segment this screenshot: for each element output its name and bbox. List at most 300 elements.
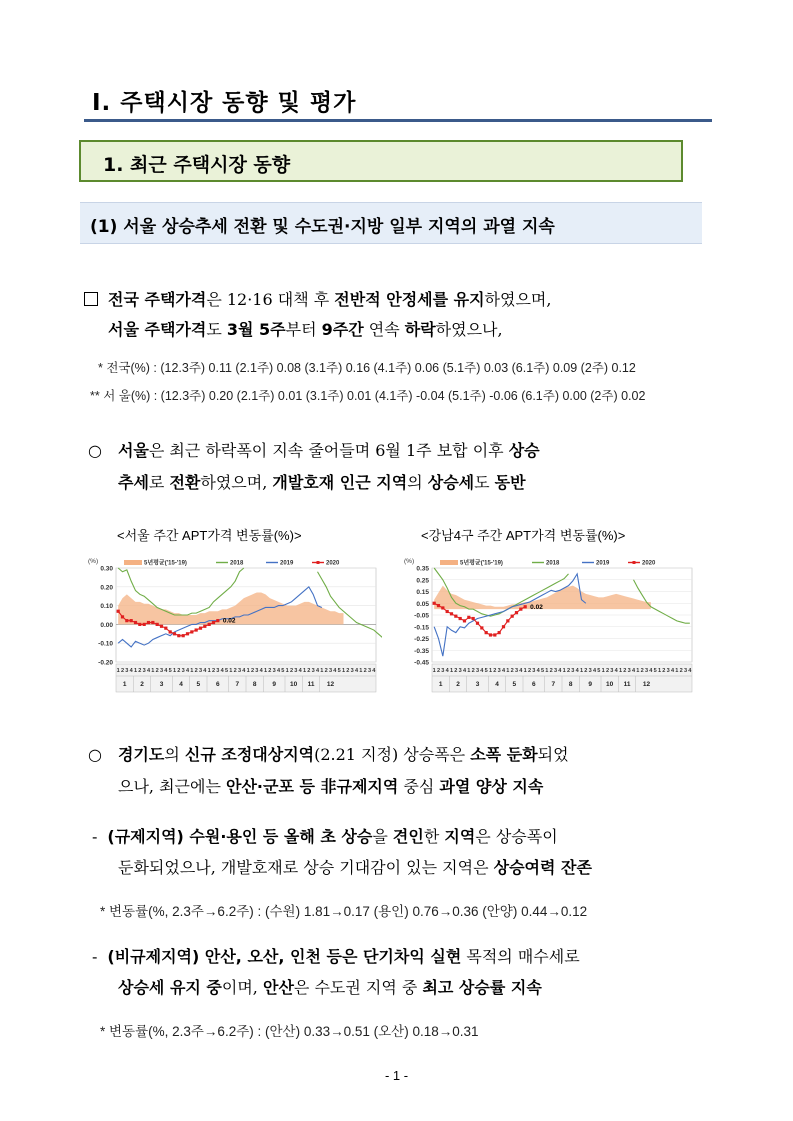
chart-1-title: <서울 주간 APT가격 변동률(%)>: [117, 528, 302, 543]
text-run: 경기도: [117, 745, 165, 764]
series-2020-point: [489, 633, 492, 636]
week-tick-label: 3: [367, 668, 372, 674]
week-tick-label: 3: [311, 668, 315, 674]
week-tick-label: 4: [445, 668, 449, 674]
week-tick-label: 4: [333, 668, 337, 674]
week-tick-label: 3: [588, 668, 592, 674]
text-run: 상승: [508, 441, 540, 460]
month-tick-label: 2: [456, 681, 460, 688]
month-tick-label: 3: [159, 681, 164, 688]
text-run: 상승여력 잔존: [493, 858, 592, 877]
series-2020-point: [472, 617, 475, 620]
series-2020-point: [190, 630, 193, 633]
week-tick-label: 4: [164, 668, 168, 674]
week-tick-label: 1: [432, 668, 436, 674]
week-tick-label: 2: [436, 668, 441, 674]
paragraph-1-line-1: [84, 287, 551, 310]
text-run: 은 수도권 지역 중: [293, 978, 423, 997]
month-tick-label: 11: [623, 681, 631, 688]
week-tick-label: 3: [475, 668, 480, 674]
text-run: 전국 주택가격: [108, 290, 207, 309]
month-tick-label: 5: [512, 681, 517, 688]
week-tick-label: 3: [255, 668, 259, 674]
month-tick-label: 4: [495, 681, 499, 688]
week-tick-label: 5: [653, 668, 657, 674]
text-run: 동반: [494, 473, 526, 492]
week-tick-label: 4: [259, 668, 263, 674]
y-tick-label: -0.05: [414, 612, 429, 620]
legend-label: 5년평균('15-'19): [460, 560, 503, 567]
week-tick-label: 4: [276, 668, 281, 674]
series-2020-point: [125, 619, 128, 622]
week-tick-label: 3: [237, 668, 242, 674]
week-tick-label: 4: [462, 668, 467, 674]
week-tick-label: 4: [480, 668, 484, 674]
week-tick-label: 3: [159, 668, 164, 674]
week-tick-label: 2: [233, 668, 237, 674]
week-tick-label: 1: [190, 668, 194, 674]
series-2020-point: [138, 623, 141, 626]
week-tick-label: 3: [458, 668, 462, 674]
week-tick-label: 4: [220, 668, 224, 674]
text-run: 도: [206, 320, 227, 339]
series-2020-point: [485, 631, 488, 634]
text-run: 서울 주택가격: [108, 320, 207, 339]
legend-marker: [633, 561, 636, 564]
series-2020-point: [186, 632, 189, 635]
series-2020-point: [446, 610, 449, 613]
week-tick-label: 1: [207, 668, 211, 674]
series-2020-point: [164, 627, 167, 630]
legend-label: 2018: [230, 560, 244, 567]
legend-label: 2019: [596, 560, 610, 567]
month-tick-label: 12: [326, 681, 335, 688]
week-tick-label: 2: [679, 668, 683, 674]
week-tick-label: 4: [185, 668, 190, 674]
text-run: 안산·군포 등 非규제지역: [226, 777, 399, 796]
text-run: 지역: [444, 827, 476, 846]
text-run: 상승세: [427, 473, 475, 492]
text-run: 3월 5주: [226, 320, 286, 339]
month-tick-label: 2: [140, 681, 144, 688]
week-tick-label: 4: [242, 668, 246, 674]
y-tick-label: 0.10: [100, 603, 113, 611]
week-tick-label: 2: [527, 668, 532, 674]
month-tick-label: 6: [216, 681, 220, 688]
series-2020-point: [208, 623, 211, 626]
month-tick-label: 4: [179, 681, 183, 688]
week-tick-label: 4: [146, 668, 151, 674]
text-run: 전반적 안정세를 유지: [334, 290, 485, 309]
week-tick-label: 4: [354, 668, 359, 674]
month-tick-label: 11: [307, 681, 315, 688]
series-2020-point: [156, 623, 159, 626]
week-tick-label: 4: [614, 668, 618, 674]
section-heading: 1. 최근 주택시장 동향: [79, 140, 683, 182]
text-run: 견인: [392, 827, 424, 846]
paragraph-3-text: [118, 745, 569, 764]
week-tick-label: 2: [605, 668, 610, 674]
paragraph-3-line-2: [118, 774, 543, 797]
dash-bullet: -: [92, 827, 98, 846]
series-2020-point: [459, 617, 462, 620]
week-tick-label: 2: [250, 668, 255, 674]
week-tick-label: 5: [597, 668, 601, 674]
week-tick-label: 4: [649, 668, 653, 674]
y-tick-label: 0.25: [416, 577, 429, 585]
text-run: 은 상승폭이: [475, 827, 558, 846]
legend-marker: [317, 561, 320, 564]
legend-label: 2020: [642, 560, 656, 567]
week-tick-label: 1: [657, 668, 662, 674]
text-run: 한: [423, 827, 445, 846]
week-tick-label: 1: [320, 668, 324, 674]
legend-label: 2019: [280, 560, 294, 567]
footnote-non-regulated: * 변동률(%, 2.3주→6.2주) : (안산) 0.33→0.51 (오산) 0.18→0.31: [100, 1024, 479, 1039]
circle-bullet-icon: ○: [88, 745, 102, 764]
week-tick-label: 1: [523, 668, 527, 674]
week-tick-label: 3: [571, 668, 575, 674]
week-tick-label: 4: [575, 668, 579, 674]
week-tick-label: 1: [579, 668, 584, 674]
week-tick-label: 4: [298, 668, 302, 674]
legend-swatch: [440, 560, 458, 565]
y-tick-label: 0.00: [100, 621, 113, 629]
y-tick-label: 0.05: [416, 600, 429, 608]
text-run: 9주간: [321, 320, 364, 339]
series-2020-point: [134, 621, 137, 624]
week-tick-label: 2: [454, 668, 458, 674]
week-tick-label: 3: [532, 668, 536, 674]
week-tick-label: 2: [662, 668, 666, 674]
week-tick-label: 4: [592, 668, 597, 674]
week-tick-label: 3: [198, 668, 203, 674]
month-tick-label: 6: [532, 681, 536, 688]
week-tick-label: 5: [168, 668, 172, 674]
paragraph-3-line-1: [88, 742, 569, 765]
y-tick-label: 0.20: [100, 584, 113, 592]
month-tick-label: 8: [252, 681, 257, 688]
text-run: 하였으며,: [200, 473, 273, 492]
paragraph-2-text: [118, 441, 540, 460]
y-tick-label: 0.35: [416, 565, 429, 573]
series-2020-point: [480, 626, 483, 629]
chart-gangnam: [402, 552, 698, 700]
week-tick-label: 3: [553, 668, 558, 674]
week-tick-label: 5: [224, 668, 229, 674]
legend-label: 2020: [326, 560, 340, 567]
week-tick-label: 1: [263, 668, 268, 674]
series-2020-point: [182, 634, 185, 637]
y-tick-label: -0.10: [98, 640, 113, 648]
week-tick-label: 3: [683, 668, 688, 674]
month-tick-label: 1: [438, 681, 443, 688]
paragraph-4-text: [107, 827, 557, 846]
series-2020-point: [160, 625, 163, 628]
series-2020-point: [195, 628, 198, 631]
week-tick-label: 1: [601, 668, 605, 674]
week-tick-label: 1: [133, 668, 138, 674]
week-tick-label: 1: [341, 668, 346, 674]
series-2020-point: [463, 619, 466, 622]
week-tick-label: 3: [644, 668, 649, 674]
week-tick-label: 2: [566, 668, 571, 674]
week-tick-label: 2: [177, 668, 181, 674]
text-run: 중심: [398, 777, 440, 796]
week-tick-label: 1: [467, 668, 471, 674]
week-tick-label: 4: [631, 668, 636, 674]
text-run: 서울: [117, 441, 149, 460]
text-run: 로: [148, 473, 170, 492]
text-run: 하였으며,: [484, 290, 552, 309]
month-tick-label: 5: [196, 681, 201, 688]
week-tick-label: 3: [441, 668, 445, 674]
week-tick-label: 4: [129, 668, 133, 674]
month-tick-label: 9: [588, 681, 592, 688]
text-run: (규제지역) 수원·용인 등 올해 초 상승: [107, 827, 373, 846]
week-tick-label: 3: [514, 668, 519, 674]
text-run: 부터: [285, 320, 322, 339]
week-tick-label: 2: [289, 668, 294, 674]
week-tick-label: 1: [636, 668, 640, 674]
series-2020-point: [437, 604, 440, 607]
dash-bullet: -: [92, 947, 98, 966]
y-axis-unit: (%): [88, 558, 99, 565]
paragraph-4-line-1: [92, 824, 558, 847]
series-2020-point: [177, 634, 180, 637]
week-tick-label: 5: [281, 668, 285, 674]
series-2020-point: [199, 627, 202, 630]
series-2020-point: [476, 622, 479, 625]
series-2020-point: [506, 619, 509, 622]
chart-2-title: <강남4구 주간 APT가격 변동률(%)>: [421, 528, 626, 543]
series-2020-point: [454, 615, 457, 618]
week-tick-label: 1: [285, 668, 289, 674]
week-tick-label: 2: [623, 668, 627, 674]
footnote-national: * 전국(%) : (12.3주) 0.11 (2.1주) 0.08 (3.1주) 0.16 (4.1주) 0.06 (5.1주) 0.03 (6.1주) 0.09 (2주) 0.12: [98, 361, 636, 375]
week-tick-label: 3: [627, 668, 631, 674]
text-run: 의: [164, 745, 185, 764]
month-tick-label: 7: [235, 681, 240, 688]
series-2020-point: [212, 621, 215, 624]
legend-swatch: [124, 560, 142, 565]
text-run: 최고 상승률 지속: [422, 978, 542, 997]
series-2020-point: [519, 608, 522, 611]
week-tick-label: 1: [172, 668, 177, 674]
week-tick-label: 4: [688, 668, 692, 674]
series-2020-point: [216, 619, 219, 622]
week-tick-label: 2: [584, 668, 588, 674]
text-run: 은 12·16 대책 후: [206, 290, 335, 309]
series-2020-point: [121, 615, 124, 618]
text-run: 으나, 최근에는: [118, 777, 226, 796]
week-tick-label: 2: [120, 668, 125, 674]
series-2020-point: [524, 605, 527, 608]
week-tick-label: 2: [211, 668, 216, 674]
paragraph-1-text: [108, 290, 551, 309]
checkbox-square-icon: [84, 292, 98, 306]
series-2020-point: [117, 610, 120, 613]
text-run: 하였으나,: [435, 320, 503, 339]
week-tick-label: 1: [116, 668, 120, 674]
text-run: 하락: [404, 320, 436, 339]
week-tick-label: 3: [272, 668, 276, 674]
text-run: 연속: [363, 320, 405, 339]
month-tick-label: 10: [290, 681, 298, 688]
month-tick-label: 10: [606, 681, 614, 688]
series-2020-point: [151, 621, 154, 624]
week-tick-label: 3: [216, 668, 220, 674]
week-tick-label: 2: [363, 668, 367, 674]
week-tick-label: 4: [558, 668, 562, 674]
week-tick-label: 2: [493, 668, 497, 674]
week-tick-label: 1: [359, 668, 363, 674]
series-2020-point: [493, 633, 496, 636]
week-tick-label: 1: [506, 668, 510, 674]
week-tick-label: 1: [675, 668, 679, 674]
week-tick-label: 1: [229, 668, 233, 674]
data-label: 0.02: [222, 617, 236, 625]
week-tick-label: 1: [246, 668, 250, 674]
text-run: 신규 조정대상지역: [184, 745, 315, 764]
week-tick-label: 2: [268, 668, 272, 674]
week-tick-label: 1: [151, 668, 155, 674]
series-2020-point: [147, 621, 150, 624]
series-2020-point: [515, 611, 518, 614]
subsection-heading: (1) 서울 상승추세 전환 및 수도권·지방 일부 지역의 과열 지속: [80, 202, 702, 244]
week-tick-label: 3: [610, 668, 614, 674]
text-run: 둔화되었으나, 개발호재로 상승 기대감이 있는 지역은: [118, 858, 494, 877]
legend-label: 5년평균('15-'19): [144, 560, 187, 567]
week-tick-label: 1: [302, 668, 307, 674]
month-tick-label: 1: [122, 681, 127, 688]
week-tick-label: 5: [540, 668, 545, 674]
y-tick-label: -0.45: [414, 659, 429, 667]
month-tick-label: 9: [272, 681, 276, 688]
week-tick-label: 3: [142, 668, 146, 674]
week-tick-label: 3: [294, 668, 298, 674]
series-2020-point: [502, 625, 505, 628]
text-run: 도: [474, 473, 495, 492]
text-run: 목적의 매수세로: [461, 947, 580, 966]
week-tick-label: 4: [536, 668, 540, 674]
week-tick-label: 4: [203, 668, 207, 674]
week-tick-label: 3: [181, 668, 185, 674]
series-2020-point: [173, 632, 176, 635]
series-2020-point: [467, 616, 470, 619]
week-tick-label: 2: [324, 668, 328, 674]
week-tick-label: 5: [484, 668, 488, 674]
text-run: (비규제지역) 안산, 오산, 인천 등은 단기차익 실현: [107, 947, 462, 966]
week-tick-label: 2: [346, 668, 350, 674]
week-tick-label: 1: [449, 668, 454, 674]
week-tick-label: 3: [328, 668, 333, 674]
text-run: 추세: [118, 473, 149, 492]
text-run: 안산: [262, 978, 294, 997]
series-2020-point: [130, 619, 133, 622]
paragraph-1-line-2: [108, 317, 503, 340]
y-tick-label: -0.15: [414, 624, 429, 632]
chart-seoul: [86, 552, 382, 700]
y-tick-label: -0.35: [414, 647, 429, 655]
series-2020-point: [450, 612, 453, 615]
week-tick-label: 2: [194, 668, 198, 674]
paragraph-5-line-2: [118, 975, 542, 998]
series-2020-point: [511, 615, 514, 618]
week-tick-label: 4: [670, 668, 675, 674]
paragraph-2-line-2: [118, 470, 526, 493]
series-2020-point: [203, 625, 206, 628]
paragraph-4-line-2: [118, 855, 592, 878]
month-tick-label: 3: [475, 681, 480, 688]
week-tick-label: 4: [501, 668, 506, 674]
week-tick-label: 1: [545, 668, 549, 674]
month-tick-label: 7: [551, 681, 556, 688]
week-tick-label: 1: [488, 668, 493, 674]
week-tick-label: 3: [666, 668, 670, 674]
month-tick-label: 12: [642, 681, 651, 688]
paragraph-5-text: [107, 947, 579, 966]
text-run: 을: [372, 827, 393, 846]
y-tick-label: -0.20: [98, 659, 113, 667]
text-run: 의: [407, 473, 428, 492]
week-tick-label: 4: [519, 668, 523, 674]
week-tick-label: 4: [372, 668, 376, 674]
week-tick-label: 3: [125, 668, 129, 674]
week-tick-label: 2: [549, 668, 553, 674]
y-tick-label: -0.25: [414, 636, 429, 643]
legend-label: 2018: [546, 560, 560, 567]
month-tick-label: 8: [568, 681, 573, 688]
circle-bullet-icon: ○: [88, 441, 102, 460]
title-underline: [84, 119, 712, 122]
week-tick-label: 3: [497, 668, 501, 674]
text-run: (2.21 지정) 상승폭은: [314, 745, 471, 764]
text-run: 이며,: [221, 978, 263, 997]
week-tick-label: 2: [510, 668, 514, 674]
series-2020-point: [433, 602, 436, 605]
week-tick-label: 2: [640, 668, 644, 674]
series-2020-point: [169, 630, 172, 633]
paragraph-5-line-1: [92, 944, 580, 967]
y-tick-label: 0.30: [100, 565, 113, 573]
text-run: 과열 양상 지속: [439, 777, 544, 796]
series-2020-point: [498, 631, 501, 634]
text-run: 되었: [537, 745, 569, 764]
footnote-regulated: * 변동률(%, 2.3주→6.2주) : (수원) 1.81→0.17 (용인) 0.76→0.36 (안양) 0.44→0.12: [100, 904, 588, 919]
text-run: 상승세 유지 중: [118, 978, 222, 997]
data-label: 0.02: [530, 603, 543, 611]
paragraph-2-line-1: [88, 438, 540, 461]
week-tick-label: 2: [471, 668, 475, 674]
week-tick-label: 1: [562, 668, 566, 674]
week-tick-label: 2: [155, 668, 159, 674]
week-tick-label: 5: [337, 668, 341, 674]
y-axis-unit: (%): [404, 558, 415, 565]
page-number: - 1 -: [384, 1068, 409, 1083]
footnote-seoul: ** 서 울(%) : (12.3주) 0.20 (2.1주) 0.01 (3.1주) 0.01 (4.1주) -0.04 (5.1주) -0.06 (6.1주) 0.00 (2주) 0.02: [90, 389, 646, 403]
series-2020-point: [441, 606, 444, 609]
text-run: 전환: [169, 473, 201, 492]
text-run: 개발호재 인근 지역: [272, 473, 408, 492]
text-run: 은 최근 하락폭이 지속 줄어들며 6월 1주 보합 이후: [148, 441, 509, 460]
week-tick-label: 2: [138, 668, 142, 674]
week-tick-label: 4: [315, 668, 320, 674]
week-tick-label: 3: [350, 668, 354, 674]
week-tick-label: 1: [618, 668, 623, 674]
text-run: 소폭 둔화: [470, 745, 538, 764]
y-tick-label: 0.15: [416, 589, 429, 596]
